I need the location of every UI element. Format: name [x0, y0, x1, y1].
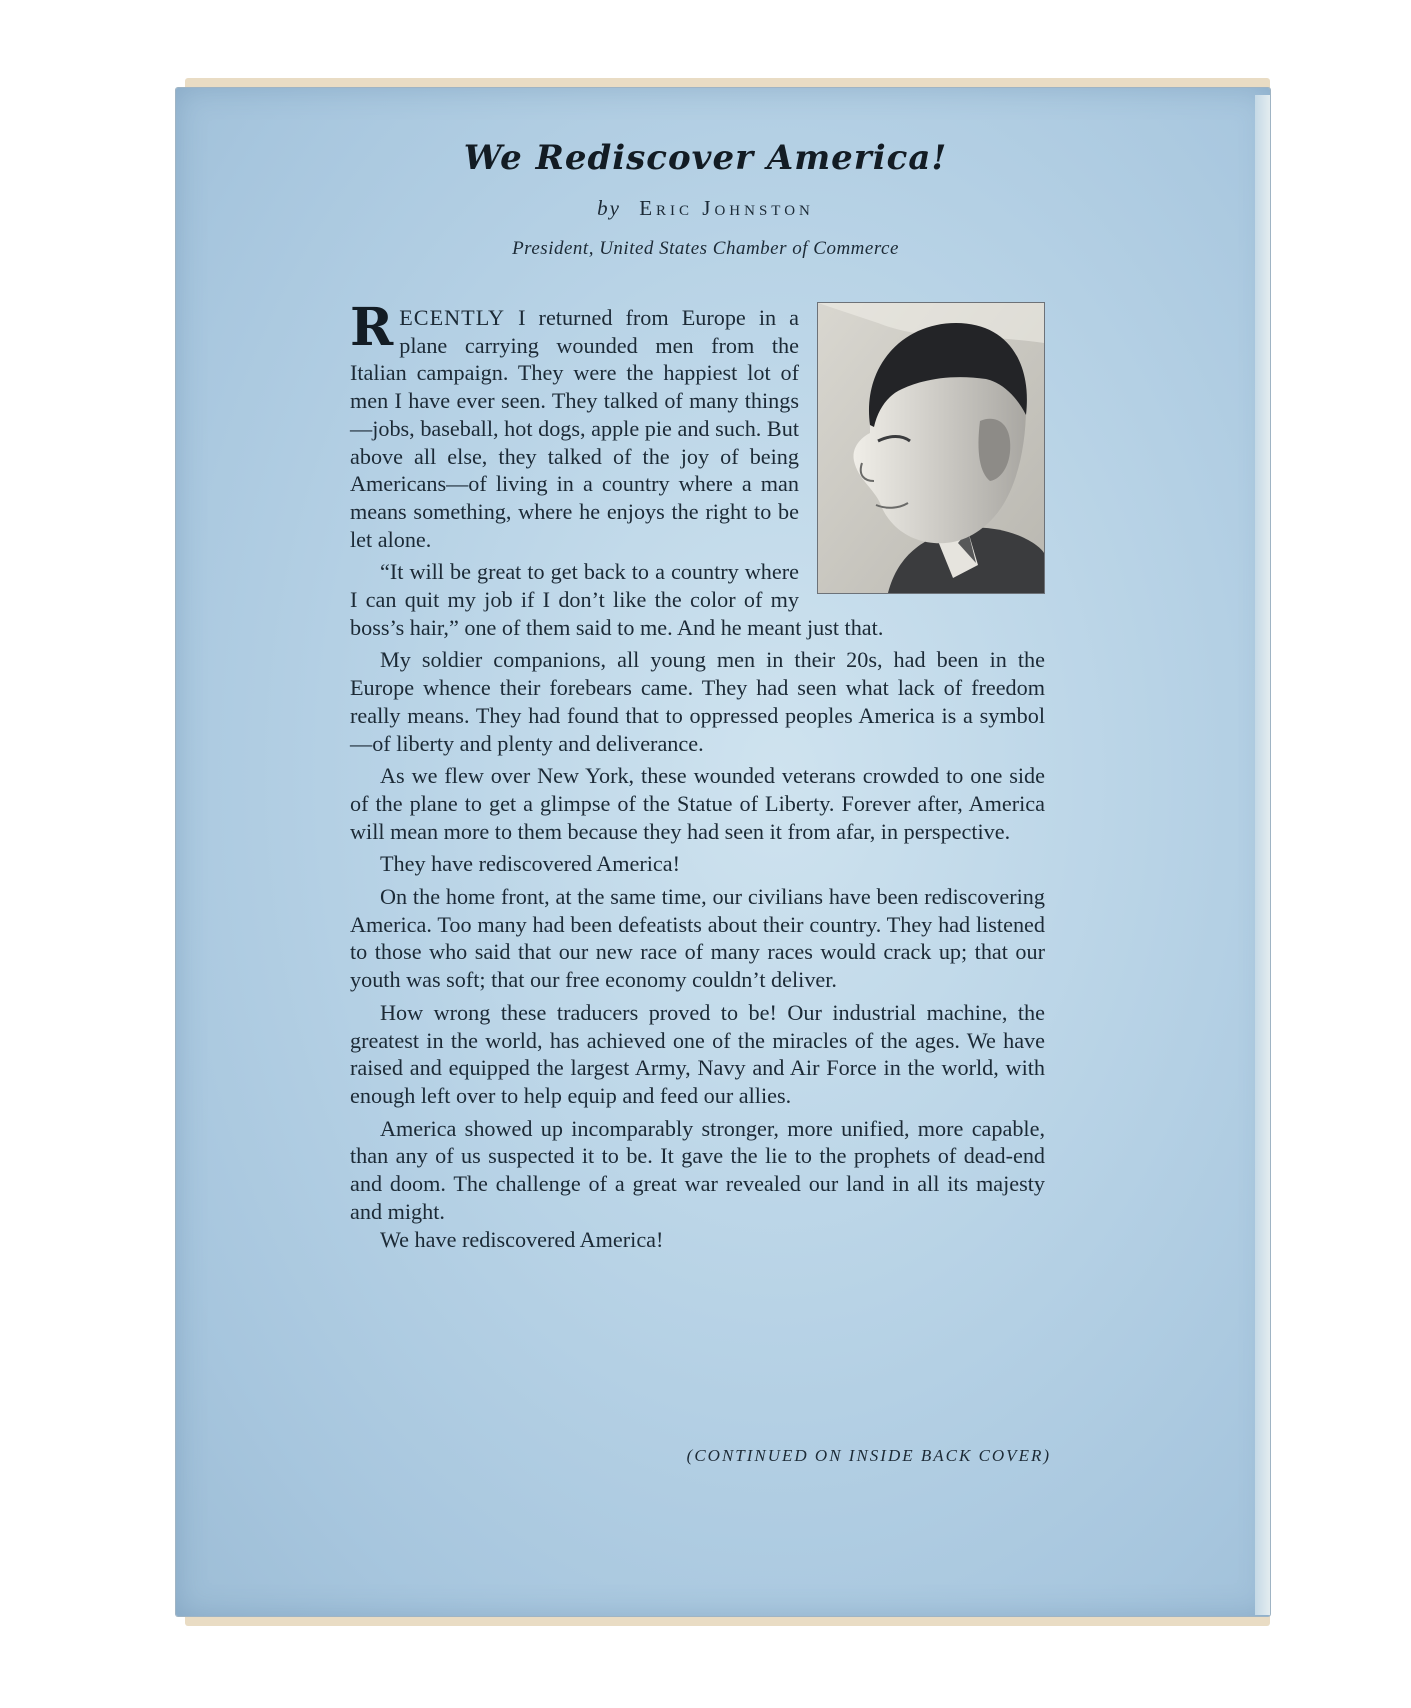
- author-position: President, United States Chamber of Commerce: [512, 238, 899, 259]
- article-body: [350, 297, 1045, 1258]
- paragraph-6: On the home front, at the same time, our civilians have been rediscovering America. Too many had been defeatists about their country. They had listened to those who said that our new race of many races would crack up; that our youth was soft; that our free economy couldn’t deliver.: [350, 884, 1045, 993]
- paragraph-3: My soldier companions, all young men in their 20s, had been in the Europe whence their forebears came. They had seen what lack of freedom really means. They had found that to oppressed peoples America is a symbol—of liberty and plenty and deliverance.: [350, 647, 1045, 756]
- paragraph-9: We have rediscovered America!: [380, 1226, 664, 1252]
- drop-cap: R: [350, 297, 394, 358]
- author-name: Eric Johnston: [639, 196, 814, 220]
- paragraph-5: They have rediscovered America!: [380, 851, 680, 877]
- cover-spine-edge: [1255, 95, 1270, 1615]
- author-portrait: [817, 302, 1045, 594]
- opening-smallcaps: ECENTLY: [399, 305, 506, 330]
- portrait-photo: [818, 303, 1044, 593]
- paragraph-4: As we flew over New York, these wounded veterans crowded to one side of the plane to get a glimpse of the Statue of Liberty. Forever after, America will mean more to them because they had seen it from afar, in perspective.: [350, 763, 1045, 844]
- byline: [0, 196, 1411, 221]
- continued-note: (CONTINUED ON INSIDE BACK COVER): [686, 1446, 1051, 1465]
- paragraph-2: “It will be great to get back to a country where I can quit my job if I don’t like the color of my boss’s hair,” one of them said to me. And he meant just that.: [350, 559, 884, 640]
- article-title: We Rediscover America!: [463, 138, 948, 178]
- paragraph-1-text: I returned from Europe in a plane carrying wounded men from the Italian campaign. They were the happiest lot of men I have ever seen. They talked of many things—jobs, baseball, hot dogs, apple pie and such. But above all else, they talked of the joy of being Americans—of living in a country where a man means something, where he enjoys the right to be let alone.: [350, 305, 799, 552]
- byline-by: by: [597, 196, 621, 220]
- paragraph-8: America showed up incomparably stronger, more unified, more capable, than any of us suspected it to be. It gave the lie to the prophets of dead-end and doom. The challenge of a great war revealed our land in all its majesty and might.: [350, 1115, 1045, 1224]
- paragraph-7: How wrong these traducers proved to be! Our industrial machine, the greatest in the world, has achieved one of the miracles of the ages. We have raised and equipped the largest Army, Navy and Air Force in the world, with enough left over to help equip and feed our allies.: [350, 999, 1045, 1108]
